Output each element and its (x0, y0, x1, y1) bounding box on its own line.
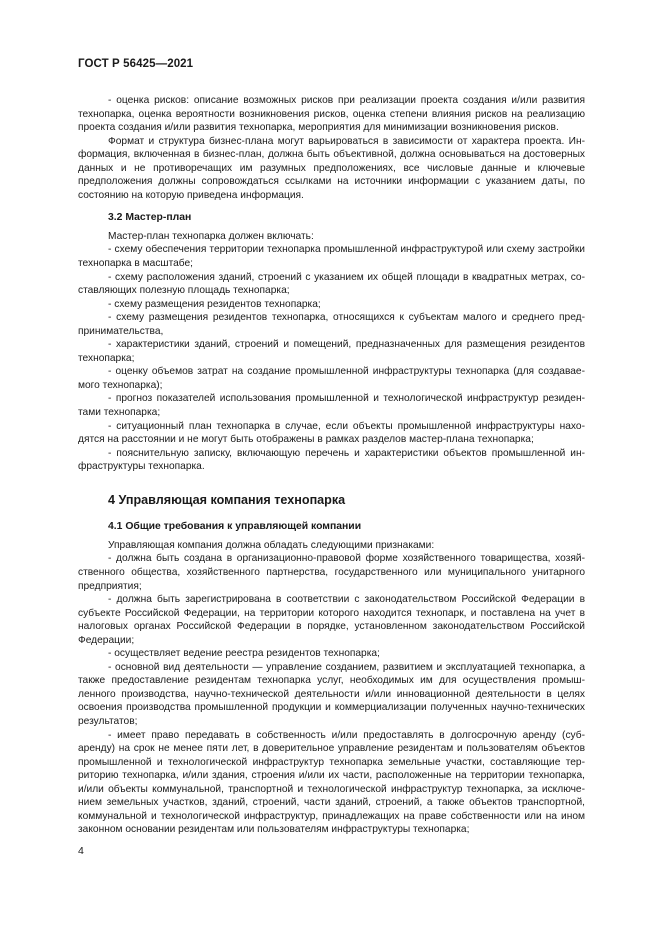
paragraph: - прогноз показателей использования промышленной и технологической инфраструктур резидентами технопарка; (78, 393, 585, 419)
paragraph: - должна быть зарегистрирована в соответствии с законодательством Российской Федерации в субъекте Российской Федерации, на территории которого находится технопарк, и поставлена на учет в налоговых органах Российской Федерации в порядке, установленном законодательством Российской Федерации; (78, 594, 585, 646)
subsection-heading: 3.2 Мастер-план (108, 212, 192, 224)
paragraph: - имеет право передавать в собственность и/или предоставлять в долгосрочную аренду (субаренду) на срок не менее пяти лет, в доверительное управление резидентам и пользователям объектов промышленной и технологической инфраструктур технопарка земельные участки, составляющие территорию технопарка, и/или здания, строения и/или их части, расположенные на территории технопарка, и/или объекты коммунальной, транспортной и технологической инфраструктур технопарка, за исключением земельных участков, зданий, строений, части зданий, строений, а также объектов транспортной, коммунальной и технологической инфраструктур, принадлежащих на праве собственности или на ином законном основании резидентам или пользователям инфраструктуры технопарка; (78, 729, 585, 836)
paragraph: - оценку объемов затрат на создание промышленной инфраструктуры технопарка (для создаваемого технопарка); (78, 366, 585, 391)
document-body (78, 94, 585, 837)
paragraph: - пояснительную записку, включающую перечень и характеристики объектов промышленной инфраструктуры технопарка. (78, 447, 585, 473)
paragraph: - характеристики зданий, строений и помещений, предназначенных для размещения резидентов технопарка; (78, 339, 585, 364)
subsection-heading: 4.1 Общие требования к управляющей компании (108, 521, 362, 533)
paragraph: Формат и структура бизнес-плана могут варьироваться в зависимости от характера проекта. Информация, включенная в бизнес-план, должна быть объективной, должна основываться на достоверных данных и не противоречащих им разумных предположениях, все числовые данные и ключевые предположения должны сопровождаться ссылками на источники информации с указанием даты, по состоянию на которую приведена информация. (78, 135, 585, 201)
paragraph: - схему обеспечения территории технопарка промышленной инфраструктурой или схему застройки технопарка в масштабе; (78, 244, 585, 270)
paragraph: - осуществляет ведение реестра резидентов технопарка; (108, 648, 380, 660)
paragraph: - схему размещения резидентов технопарка, относящихся к субъектам малого и среднего предпринимательства, (78, 312, 585, 337)
paragraph: - ситуационный план технопарка в случае, если объекты промышленной инфраструктуры находятся на расстоянии и не могут быть отображены в рамках разделов мастер-плана технопарка; (78, 420, 585, 446)
paragraph: - должна быть создана в организационно-правовой форме хозяйственного товарищества, хозяйственного общества, хозяйственного партнерства, государственного или муниципального унитарного предприятия; (78, 553, 585, 592)
paragraph: Управляющая компания должна обладать следующими признаками: (108, 539, 435, 551)
page-number: 4 (78, 845, 84, 857)
paragraph: - основной вид деятельности — управление созданием, развитием и эксплуатацией технопарка, а также предоставление резидентам технопарка услуг, необходимых им для осуществления промышленного производства, научно-технической деятельности и/или инновационной деятельности в целях освоения производства промышленной продукции и коммерциализации полученных научно-технических результатов; (78, 661, 585, 727)
document-code-header: ГОСТ Р 56425—2021 (78, 58, 194, 70)
section-heading: 4 Управляющая компания технопарка (108, 492, 346, 507)
paragraph: Мастер-план технопарка должен включать: (108, 230, 314, 242)
paragraph: - схему расположения зданий, строений с указанием их общей площади в квадратных метрах, составляющих полезную площадь технопарка; (78, 271, 585, 297)
paragraph: - оценка рисков: описание возможных рисков при реализации проекта создания и/или развития технопарка, оценка вероятности возникновения рисков, оценка степени влияния рисков на реализацию проекта создания и/или развития технопарка, мероприятия для минимизации возникновения рисков. (78, 95, 585, 134)
paragraph: - схему размещения резидентов технопарка; (108, 298, 321, 310)
